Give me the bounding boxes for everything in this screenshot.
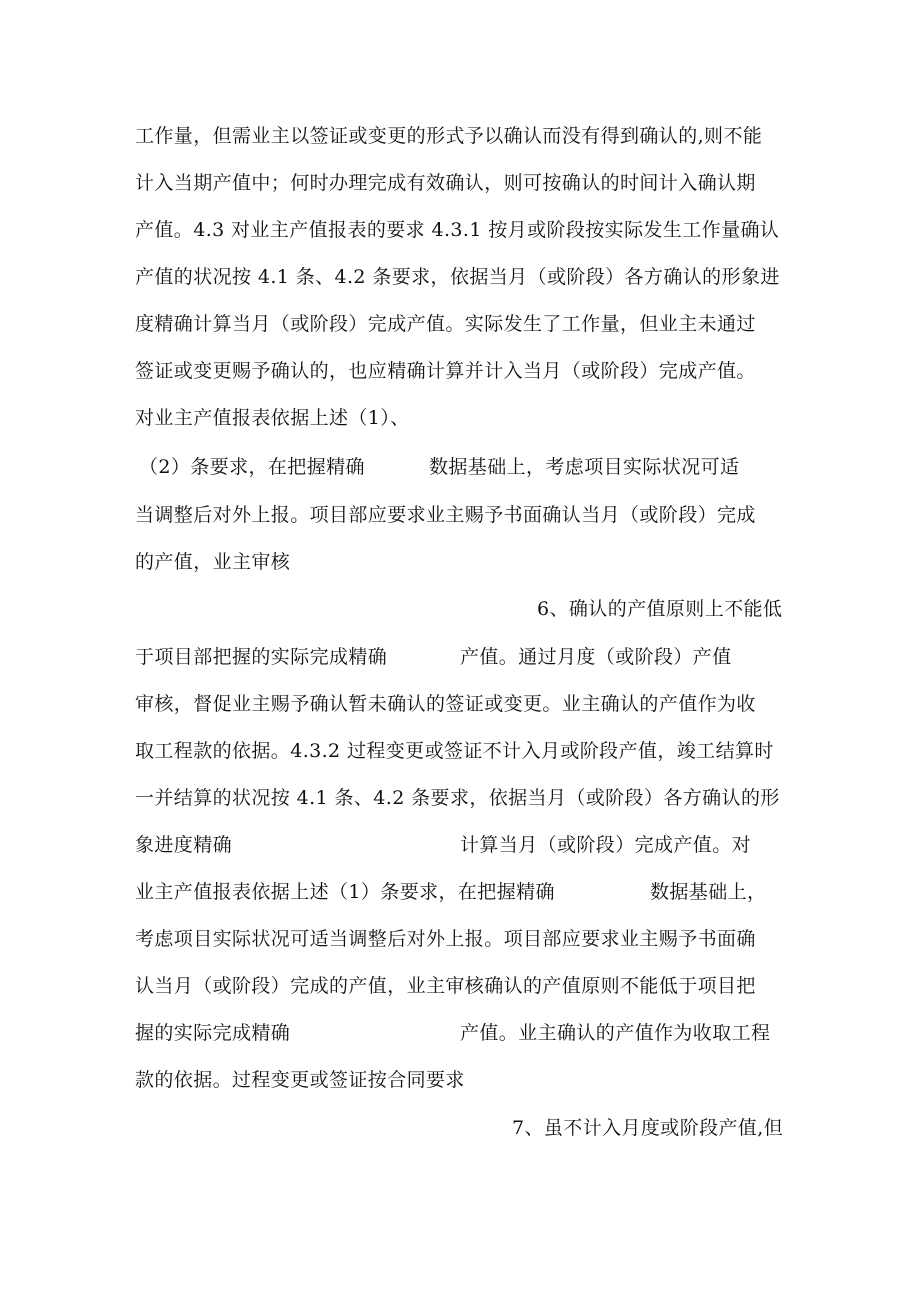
text-line: 工作量，但需业主以签证或变更的形式予以确认而没有得到确认的,则不能 xyxy=(135,125,763,147)
text-segment: 握的实际完成精确 xyxy=(135,1022,291,1044)
text-segment: （2）条要求，在把握精确 xyxy=(139,456,365,478)
section-heading-7: 7、虽不计入月度或阶段产值,但 xyxy=(512,1117,784,1139)
text-line-split xyxy=(139,454,799,480)
text-line: 计入当期产值中；何时办理完成有效确认，则可按确认的时间计入确认期 xyxy=(135,172,756,194)
text-segment: 产值。业主确认的产值作为收取工程 xyxy=(460,1022,771,1044)
text-line: 取工程款的依据。4.3.2 过程变更或签证不计入月或阶段产值，竣工结算时 xyxy=(135,740,774,762)
text-line: 一并结算的状况按 4.1 条、4.2 条要求，依据当月（或阶段）各方确认的形 xyxy=(135,787,780,809)
text-segment: 业主产值报表依据上述（1）条要求，在把握精确 xyxy=(135,881,555,903)
text-line: 当调整后对外上报。项目部应要求业主赐予书面确认当月（或阶段）完成 xyxy=(135,504,756,526)
text-segment: 于项目部把握的实际完成精确 xyxy=(135,646,388,668)
text-segment: 产值。通过月度（或阶段）产值 xyxy=(460,646,732,668)
text-line-split xyxy=(135,832,795,858)
text-line: 产值。4.3 对业主产值报表的要求 4.3.1 按月或阶段按实际发生工作量确认 xyxy=(135,219,780,241)
text-line: 的产值，业主审核 xyxy=(135,551,291,573)
text-line: 产值的状况按 4.1 条、4.2 条要求，依据当月（或阶段）各方确认的形象进 xyxy=(135,266,780,288)
text-line-split xyxy=(135,879,795,905)
text-line-split xyxy=(135,1020,795,1046)
text-line: 签证或变更赐予确认的，也应精确计算并计入当月（或阶段）完成产值。 xyxy=(135,360,756,382)
section-heading-6: 6、确认的产值原则上不能低 xyxy=(537,598,783,620)
text-line: 度精确计算当月（或阶段）完成产值。实际发生了工作量，但业主未通过 xyxy=(135,313,756,335)
text-line: 对业主产值报表依据上述（1）、 xyxy=(135,407,410,429)
text-line: 审核，督促业主赐予确认暂未确认的签证或变更。业主确认的产值作为收 xyxy=(135,693,756,715)
text-line: 款的依据。过程变更或签证按合同要求 xyxy=(135,1069,465,1091)
text-line-split xyxy=(135,644,795,670)
text-segment: 象进度精确 xyxy=(135,834,233,856)
text-line: 认当月（或阶段）完成的产值，业主审核确认的产值原则不能低于项目把 xyxy=(135,975,756,997)
text-segment: 计算当月（或阶段）完成产值。对 xyxy=(460,834,752,856)
text-segment: 数据基础上， xyxy=(650,881,767,903)
text-line: 考虑项目实际状况可适当调整后对外上报。项目部应要求业主赐予书面确 xyxy=(135,928,756,950)
text-segment: 数据基础上，考虑项目实际状况可适 xyxy=(429,456,740,478)
